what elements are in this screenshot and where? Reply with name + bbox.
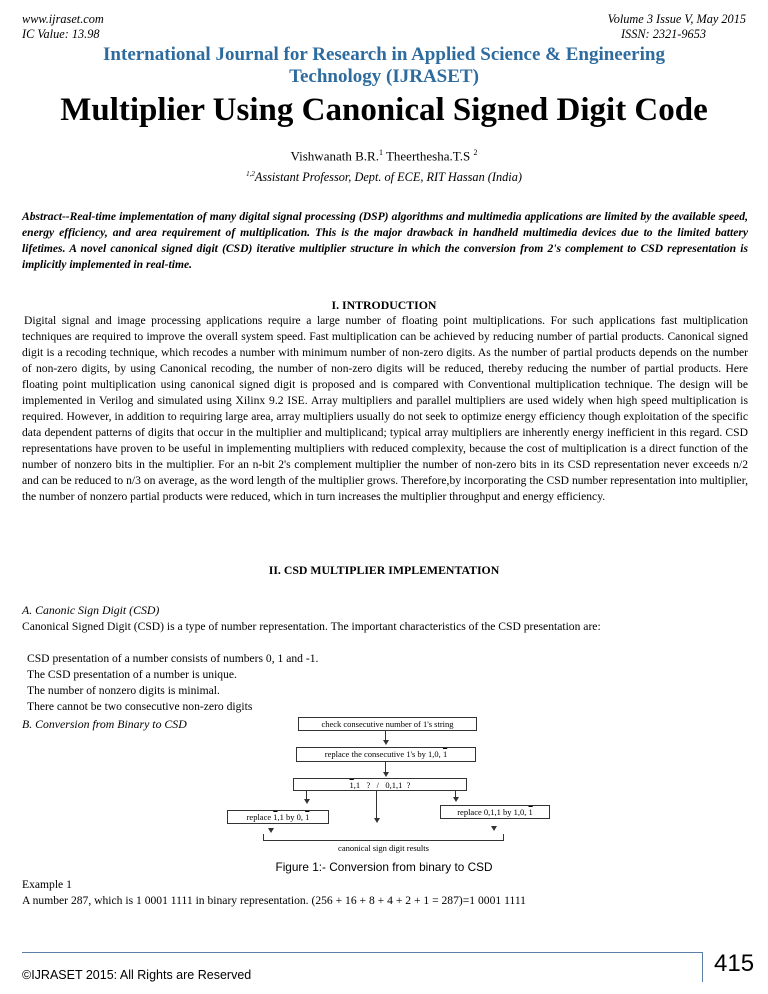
box-text: replace the consecutive 1's by 1,0, bbox=[324, 749, 443, 759]
paper-title: Multiplier Using Canonical Signed Digit Code bbox=[60, 92, 708, 128]
flowchart-box-left bbox=[227, 810, 329, 824]
page-number: 415 bbox=[714, 950, 755, 977]
affiliation-text: Assistant Professor, Dept. of ECE, RIT Hassan (India) bbox=[254, 170, 522, 185]
section-1-text: Digital signal and image processing applications require a large number of floating point multiplications. For such applications fast multiplication techniques are required to improve the overall system speed. Fast multiplication can be achieved by reducing number of partial products. Canonical signed digit is a recoding technique, which recodes a number with minimum number of non-zero digits. As the number of partial products depends on the number of non-zero digits, by using Canonical recoding, the number of non-zero digits will be reduced, thereby reducing the number of partial products. Here floating point multiplication using canonical signed digit is proposed and is compared with Conventional multiplication technique. The design will be implemented in Verilog and simulated using Xilinx 9.2 ISE. Array multipliers and parallel multipliers are used widely when high speed multiplication is required. However, in addition to requiring large area, array multipliers usually do not seek to optimize energy efficiency though exploitation of the specific data dependent patterns of digits that occur in the multiplier and multiplicand; typical array multipliers are inherently energy inefficient in this regard. CSD representations have proven to be useful in implementing multipliers with reduced complexity, because the cost of multiplication is a direct function of the number of nonzero bits in the multiplier. For an n-bit 2's complement multiplier the number of non-zero bits in its CSD representation never exceeds n/2 and can be reduced to n/3 on average, as the word length of the multiplier grows. Therefore,by incorporating the CSD number representation into multiplier, the number of nonzero partial products were reduced, which in turn increases the multiplier throughput and energy efficiency. bbox=[22, 314, 748, 503]
figure-caption: Figure 1:- Conversion from binary to CSD bbox=[275, 860, 493, 874]
header-website: www.ijraset.com bbox=[22, 12, 104, 26]
author-2: Theerthesha.T.S bbox=[382, 148, 474, 164]
flowchart-box-replace bbox=[296, 747, 476, 762]
list-item: The CSD presentation of a number is unique. bbox=[27, 668, 237, 681]
list-item: The number of nonzero digits is minimal. bbox=[27, 684, 220, 697]
bar-one: 1 bbox=[305, 812, 310, 822]
box-text: ,1 by 0, bbox=[277, 812, 306, 822]
list-item: CSD presentation of a number consists of numbers 0, 1 and -1. bbox=[27, 652, 319, 665]
subsection-a-text: Canonical Signed Digit (CSD) is a type of number representation. The important characteristics of the CSD presentation are: bbox=[22, 620, 601, 633]
footer-copyright: ©IJRASET 2015: All Rights are Reserved bbox=[22, 968, 252, 982]
arrow-down-icon bbox=[383, 740, 389, 745]
authors bbox=[0, 148, 768, 164]
box-text: replace 0,1,1 by 1,0, bbox=[457, 807, 529, 817]
header-ic-value: IC Value: 13.98 bbox=[22, 27, 100, 41]
journal-name-line2: Technology (IJRASET) bbox=[289, 66, 479, 87]
section-2-heading: II. CSD MULTIPLIER IMPLEMENTATION bbox=[268, 563, 500, 577]
header-volume: Volume 3 Issue V, May 2015 bbox=[607, 12, 746, 26]
bar-one: 1 bbox=[273, 812, 278, 822]
flowchart-box-check: check consecutive number of 1's string bbox=[298, 717, 477, 731]
subsection-b-heading: B. Conversion from Binary to CSD bbox=[22, 717, 187, 731]
author-1-sup: 1 bbox=[378, 148, 383, 157]
affiliation bbox=[0, 170, 768, 185]
flowchart-box-decision bbox=[293, 778, 467, 791]
box-text: replace bbox=[246, 812, 274, 822]
characteristics-list bbox=[27, 651, 753, 715]
example-label: Example 1 bbox=[22, 878, 72, 891]
abstract: Abstract--Real-time implementation of many digital signal processing (DSP) algorithms and multimedia applications are limited by the available speed, energy efficiency, and area requirement of multiplication. This is the major drawback in handheld multimedia devices due to the limited battery lifetimes. A novel canonical signed digit (CSD) iterative multiplier structure in which the conversion from 2's complement to CSD representation is implicitly implemented in real-time. bbox=[22, 210, 748, 271]
arrow-down-icon bbox=[304, 799, 310, 804]
affiliation-sup: 1,2 bbox=[246, 170, 255, 178]
journal-name-line1: International Journal for Research in Applied Science & Engineering bbox=[103, 44, 665, 65]
subsection-a-heading: A. Canonic Sign Digit (CSD) bbox=[22, 603, 160, 617]
bar-one: 1 bbox=[528, 807, 533, 817]
author-1: Vishwanath B.R. bbox=[290, 148, 379, 164]
header-issn: ISSN: 2321-9653 bbox=[620, 27, 706, 41]
decision-text: ,1 ? / 0,1,1 ? bbox=[353, 780, 411, 790]
author-2-sup: 2 bbox=[473, 148, 478, 157]
arrow-down-icon bbox=[374, 818, 380, 823]
list-item: There cannot be two consecutive non-zero digits bbox=[27, 700, 253, 713]
arrow-down-icon bbox=[268, 828, 274, 833]
example-text: A number 287, which is 1 0001 1111 in binary representation. (256 + 16 + 8 + 4 + 2 + 1 = 287)=1 0001 1111 bbox=[22, 894, 526, 907]
footer-divider-vertical bbox=[702, 952, 703, 982]
bar-one: 1 bbox=[349, 780, 354, 790]
footer-divider bbox=[22, 952, 702, 953]
bar-one: 1 bbox=[442, 749, 448, 759]
flowchart-box-right bbox=[440, 805, 550, 819]
flowchart-result: canonical sign digit results bbox=[338, 843, 429, 853]
arrow-down-icon bbox=[491, 826, 497, 831]
section-1-heading: I. INTRODUCTION bbox=[331, 298, 437, 312]
arrow-down-icon bbox=[453, 797, 459, 802]
arrow-down-icon bbox=[383, 772, 389, 777]
